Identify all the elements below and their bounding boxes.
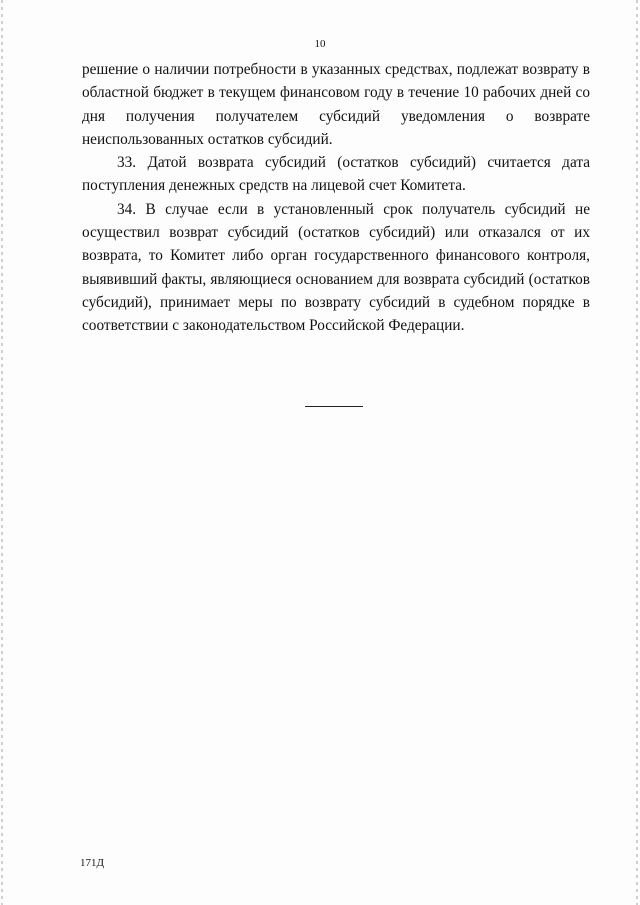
scan-edge-right [636, 0, 638, 905]
footer-document-code: 171Д [80, 857, 105, 869]
page-number: 10 [314, 38, 326, 50]
paragraph-item-33: 33. Датой возврата субсидий (остатков субсидий) считается дата поступления денежных средств на лицевой счет Комитета. [82, 154, 590, 195]
end-of-text-rule [305, 406, 363, 407]
paragraph-continuation: решение о наличии потребности в указанных средствах, подлежат возврату в областной бюджет в текущем финансовом году в течение 10 рабочих дней со дня получения получателем субсидий уведомления о возврате неиспользованных остатков субсидий. [82, 61, 590, 148]
scan-edge-left [1, 0, 3, 905]
paragraph-item-34: 34. В случае если в установленный срок получатель субсидий не осуществил возврат субсидий (остатков субсидий) или отказался от их возврата, то Комитет либо орган государственного финансового контроля, выявивший факты, являющиеся основанием для возврата субсидий (остатков субсидий), принимает меры по возврату субсидий в судебном порядке в соответствии с законодательством Российской Федерации. [82, 200, 590, 335]
document-body [82, 58, 590, 338]
